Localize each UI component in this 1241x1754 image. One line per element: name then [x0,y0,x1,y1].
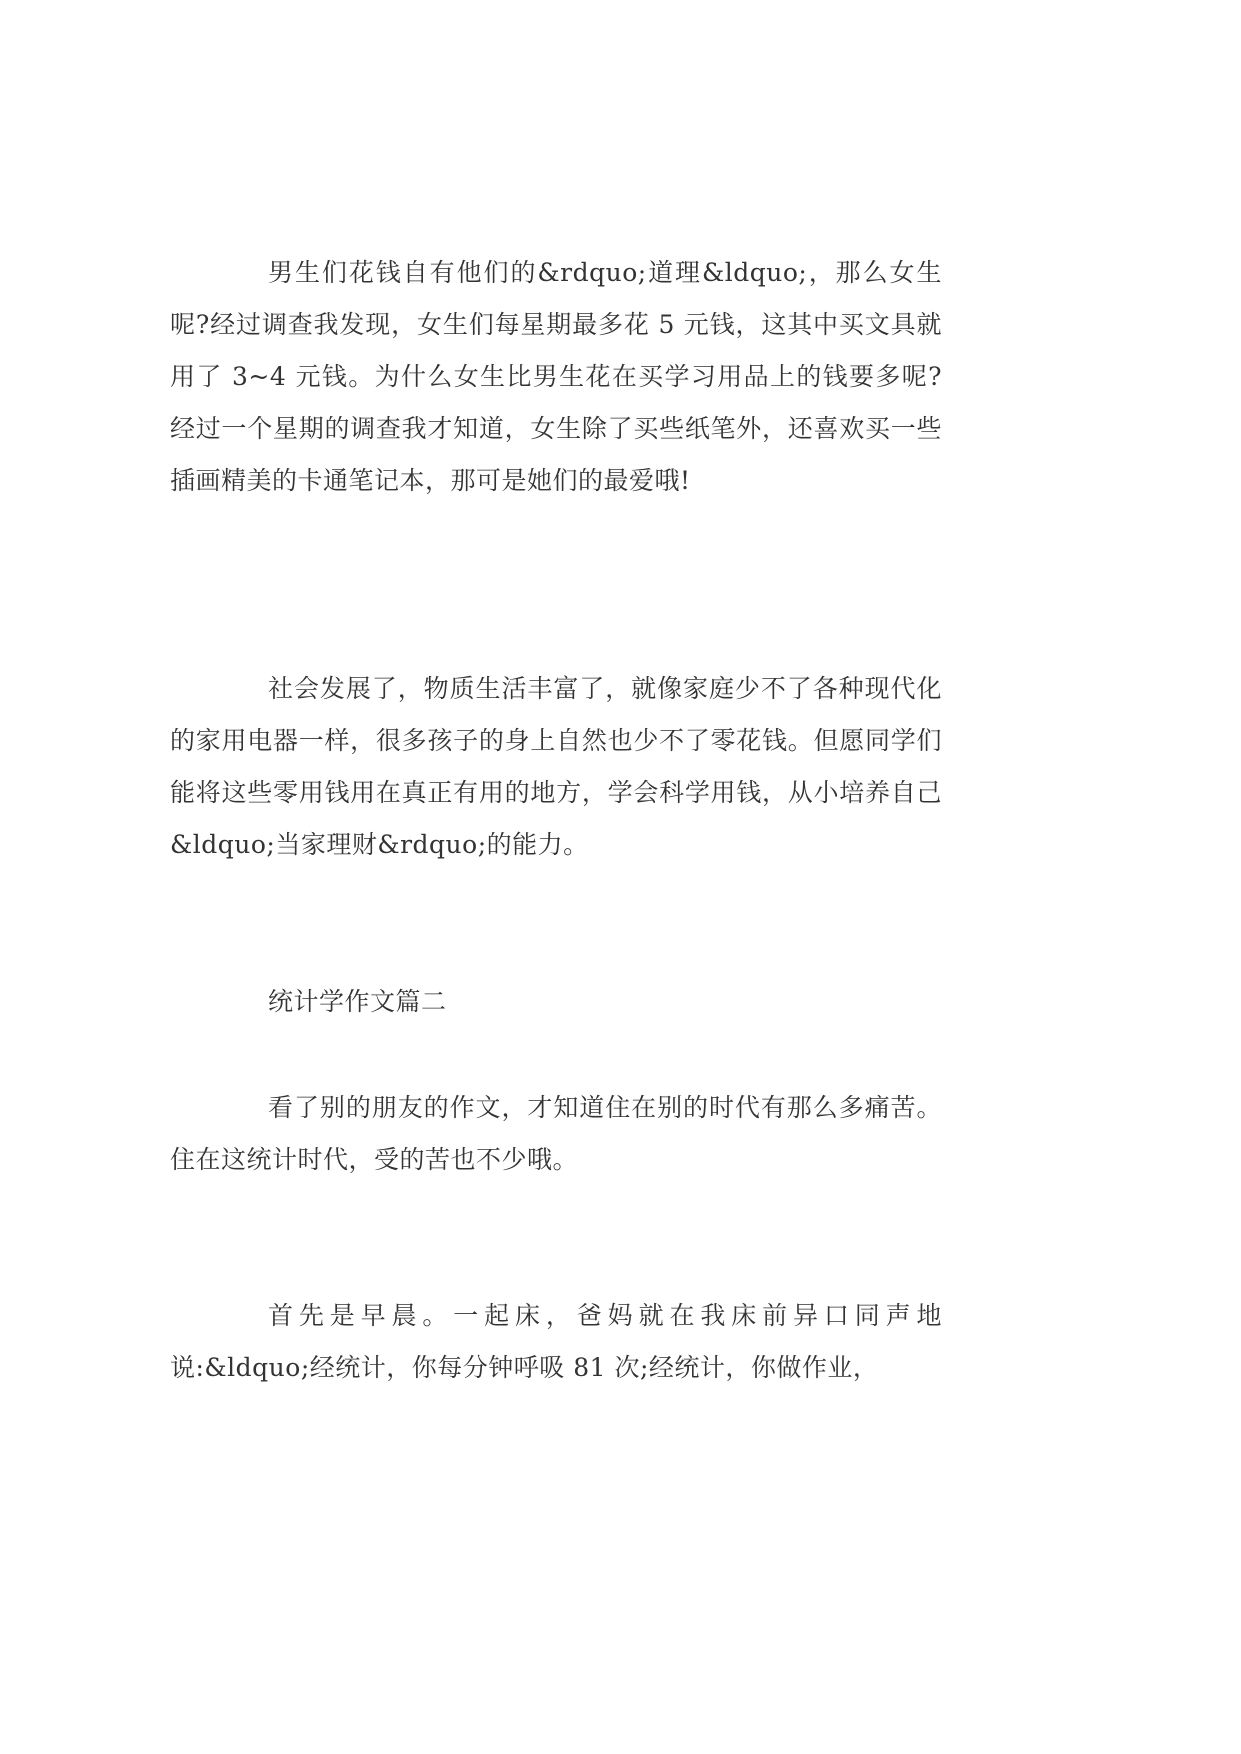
paragraph-social-development: 社会发展了，物质生活丰富了，就像家庭少不了各种现代化的家用电器一样，很多孩子的身上自然也少不了零花钱。但愿同学们能将这些零用钱用在真正有用的地方，学会科学用钱，从小培养自己&ldquo;当家理财&rdquo;的能力。 [170,674,942,859]
section-heading: 统计学作文篇二 [268,987,447,1016]
paragraph-boys-girls-spending: 男生们花钱自有他们的&rdquo;道理&ldquo;，那么女生呢?经过调查我发现，女生们每星期最多花 5 元钱，这其中买文具就用了 3~4 元钱。为什么女生比男生花在买学习用品上的钱要多呢?经过一个星期的调查我才知道，女生除了买些纸笔外，还喜欢买一些插画精美的卡通笔记本，那可是她们的最爱哦! [170,258,942,495]
paragraph-statistics-era: 看了别的朋友的作文，才知道住在别的时代有那么多痛苦。住在这统计时代，受的苦也不少哦。 [170,1093,942,1174]
paragraph-morning: 首先是早晨。一起床，爸妈就在我床前异口同声地说:&ldquo;经统计，你每分钟呼吸 81 次;经统计，你做作业， [170,1301,942,1382]
